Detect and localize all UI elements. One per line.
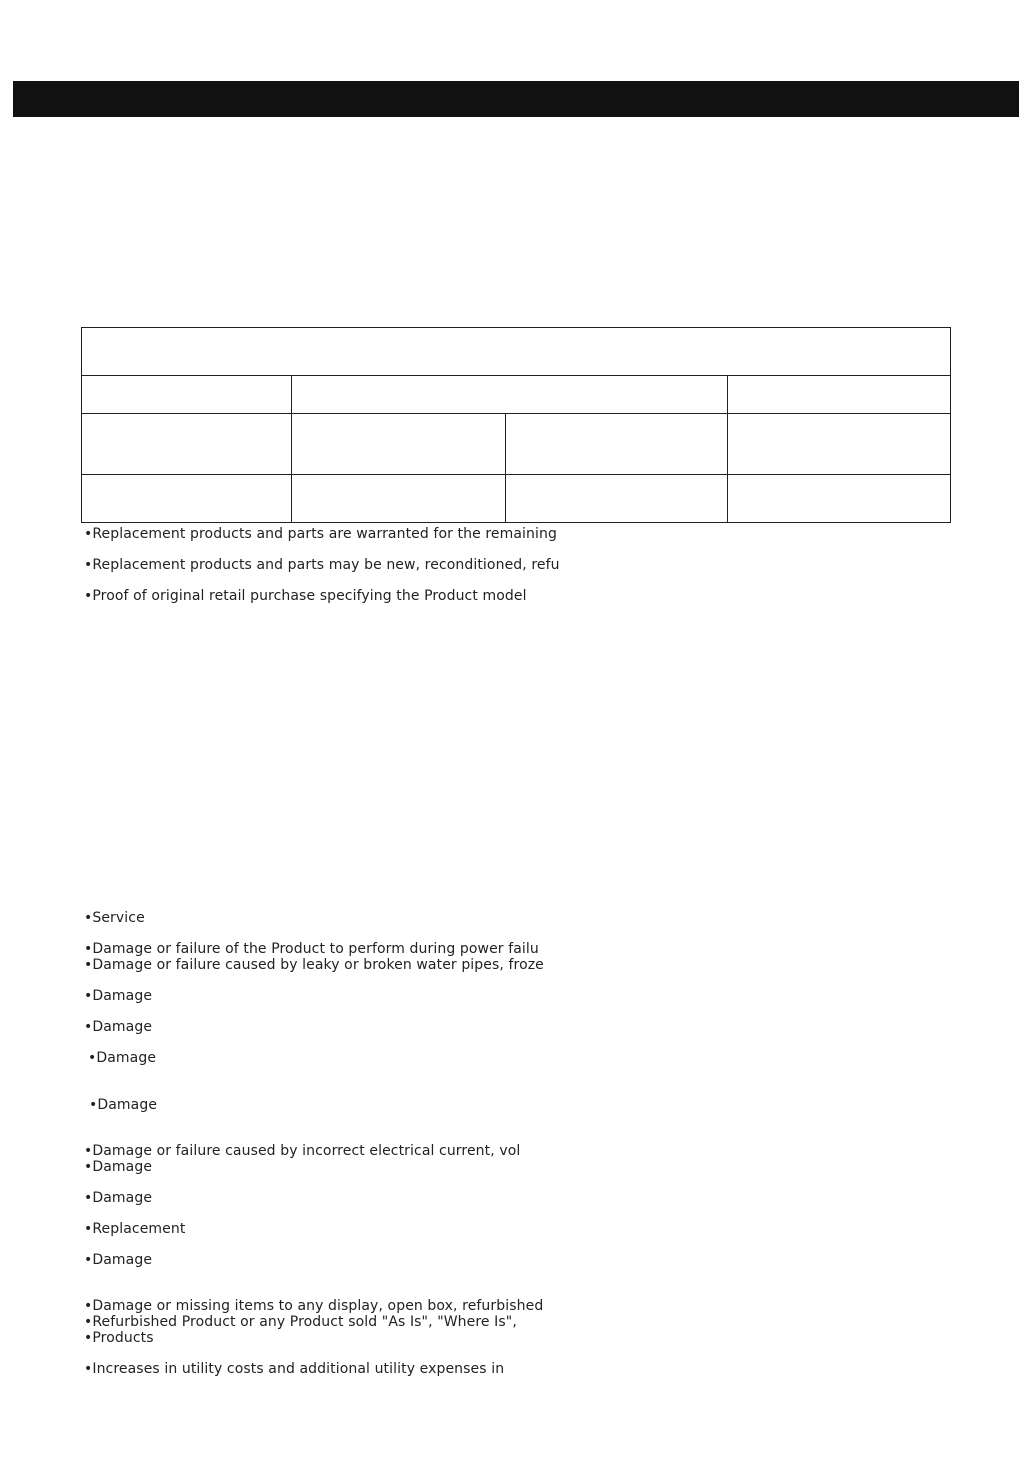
bullet-line: •Damage (84, 1190, 153, 1206)
table-cell (728, 475, 951, 523)
table-row (82, 414, 951, 475)
table-cell (292, 376, 728, 414)
bullet-line: •Increases in utility costs and additional utility expenses in (84, 1361, 505, 1377)
table-title-cell (82, 328, 951, 376)
table-row (82, 328, 951, 376)
bullet-line: •Damage (84, 1019, 153, 1035)
bullet-line: •Damage (84, 1252, 153, 1268)
table-cell (728, 376, 951, 414)
bullet-line: •Damage or failure caused by leaky or broken water pipes, froze (84, 957, 544, 973)
table-cell (292, 475, 506, 523)
table-cell (292, 414, 506, 475)
table-cell (506, 414, 728, 475)
bullet-line: •Proof of original retail purchase specifying the Product model (84, 588, 527, 604)
table-cell (82, 376, 292, 414)
bullet-line: •Damage or failure of the Product to perform during power failu (84, 941, 539, 957)
table-cell (82, 475, 292, 523)
bullet-line: •Damage or failure caused by incorrect electrical current, vol (84, 1143, 521, 1159)
bullet-line: •Damage or missing items to any display, open box, refurbished (84, 1298, 544, 1314)
bullet-line: •Replacement products and parts are warranted for the remaining (84, 526, 557, 542)
table-row (82, 376, 951, 414)
bullet-line: •Replacement (84, 1221, 186, 1237)
table-cell (728, 414, 951, 475)
bullet-line: •Damage (84, 1159, 153, 1175)
bullet-line: •Damage (89, 1097, 158, 1113)
bullet-line: •Products (84, 1330, 154, 1346)
table-cell (82, 414, 292, 475)
bullet-line: •Service (84, 910, 145, 926)
table-row (82, 475, 951, 523)
table-cell (506, 475, 728, 523)
header-bar (13, 81, 1019, 117)
bullet-line: •Replacement products and parts may be new, reconditioned, refu (84, 557, 560, 573)
bullet-line: •Refurbished Product or any Product sold "As Is", "Where Is", (84, 1314, 517, 1330)
bullet-line: •Damage (88, 1050, 157, 1066)
warranty-table (81, 327, 951, 523)
bullet-line: •Damage (84, 988, 153, 1004)
